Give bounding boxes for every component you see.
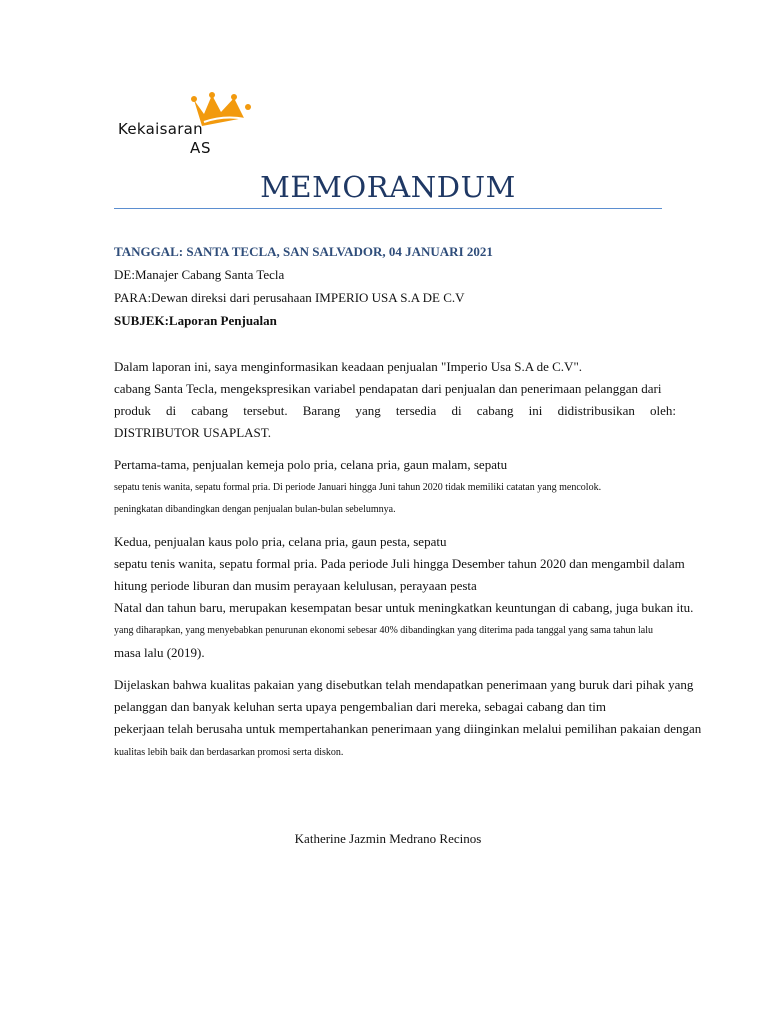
paragraph-4-line: kualitas lebih baik dan berdasarkan promosi serta diskon. <box>114 747 344 758</box>
paragraph-1-line: cabang Santa Tecla, mengekspresikan variabel pendapatan dari penjualan dan penerimaan pelanggan dari <box>114 381 662 396</box>
paragraph-3-line: sepatu tenis wanita, sepatu formal pria. Pada periode Juli hingga Desember tahun 2020 dan mengambil dalam <box>114 556 685 571</box>
paragraph-2-line: sepatu tenis wanita, sepatu formal pria. Di periode Januari hingga Juni tahun 2020 tidak memiliki catatan yang mencolok. <box>114 482 602 493</box>
paragraph-1-line: produk di cabang tersebut. Barang yang tersedia di cabang ini didistribusikan oleh: <box>114 403 676 418</box>
paragraph-3-line: Kedua, penjualan kaus polo pria, celana pria, gaun pesta, sepatu <box>114 534 447 549</box>
subject-label: SUBJEK: <box>114 313 169 328</box>
paragraph-1-line: Dalam laporan ini, saya menginformasikan keadaan penjualan "Imperio Usa S.A de C.V". <box>114 359 583 374</box>
paragraph-3-line: hitung periode liburan dan musim perayaan kelulusan, perayaan pesta <box>114 578 477 593</box>
paragraph-2-line: peningkatan dibandingkan dengan penjualan bulan-bulan sebelumnya. <box>114 504 396 515</box>
memo-date: TANGGAL: SANTA TECLA, SAN SALVADOR, 04 JANUARI 2021 <box>114 244 493 259</box>
paragraph-3-line: masa lalu (2019). <box>114 645 205 660</box>
logo-text-line1: Kekaisaran <box>118 120 203 138</box>
paragraph-4-line: Dijelaskan bahwa kualitas pakaian yang disebutkan telah mendapatkan penerimaan yang buruk dari pihak yang <box>114 677 694 692</box>
paragraph-4-line: pekerjaan telah berusaha untuk mempertahankan penerimaan yang diinginkan melalui pemilihan pakaian dengan <box>114 721 702 736</box>
logo-text-line2: AS <box>190 139 212 157</box>
signature-name: Katherine Jazmin Medrano Recinos <box>294 831 482 846</box>
paragraph-4-line: pelanggan dan banyak keluhan serta upaya pengembalian dari mereka, sebagai cabang dan tim <box>114 699 606 714</box>
paragraph-1-line: DISTRIBUTOR USAPLAST. <box>114 425 271 440</box>
paragraph-3-line: Natal dan tahun baru, merupakan kesempatan besar untuk meningkatkan keuntungan di cabang, juga bukan itu. <box>114 600 694 615</box>
paragraph-3-line: yang diharapkan, yang menyebabkan penurunan ekonomi sebesar 40% dibandingkan yang diterima pada tanggal yang sama tahun lalu <box>114 625 653 636</box>
company-logo <box>114 92 254 158</box>
memo-subject <box>114 313 277 329</box>
paragraph-2-line: Pertama-tama, penjualan kemeja polo pria, celana pria, gaun malam, sepatu <box>114 457 508 472</box>
memo-title: MEMORANDUM <box>260 170 516 204</box>
memo-from: DE:Manajer Cabang Santa Tecla <box>114 267 285 282</box>
subject-value: Laporan Penjualan <box>168 313 277 328</box>
title-divider <box>114 208 662 209</box>
memo-to: PARA:Dewan direksi dari perusahaan IMPERIO USA S.A DE C.V <box>114 290 465 305</box>
